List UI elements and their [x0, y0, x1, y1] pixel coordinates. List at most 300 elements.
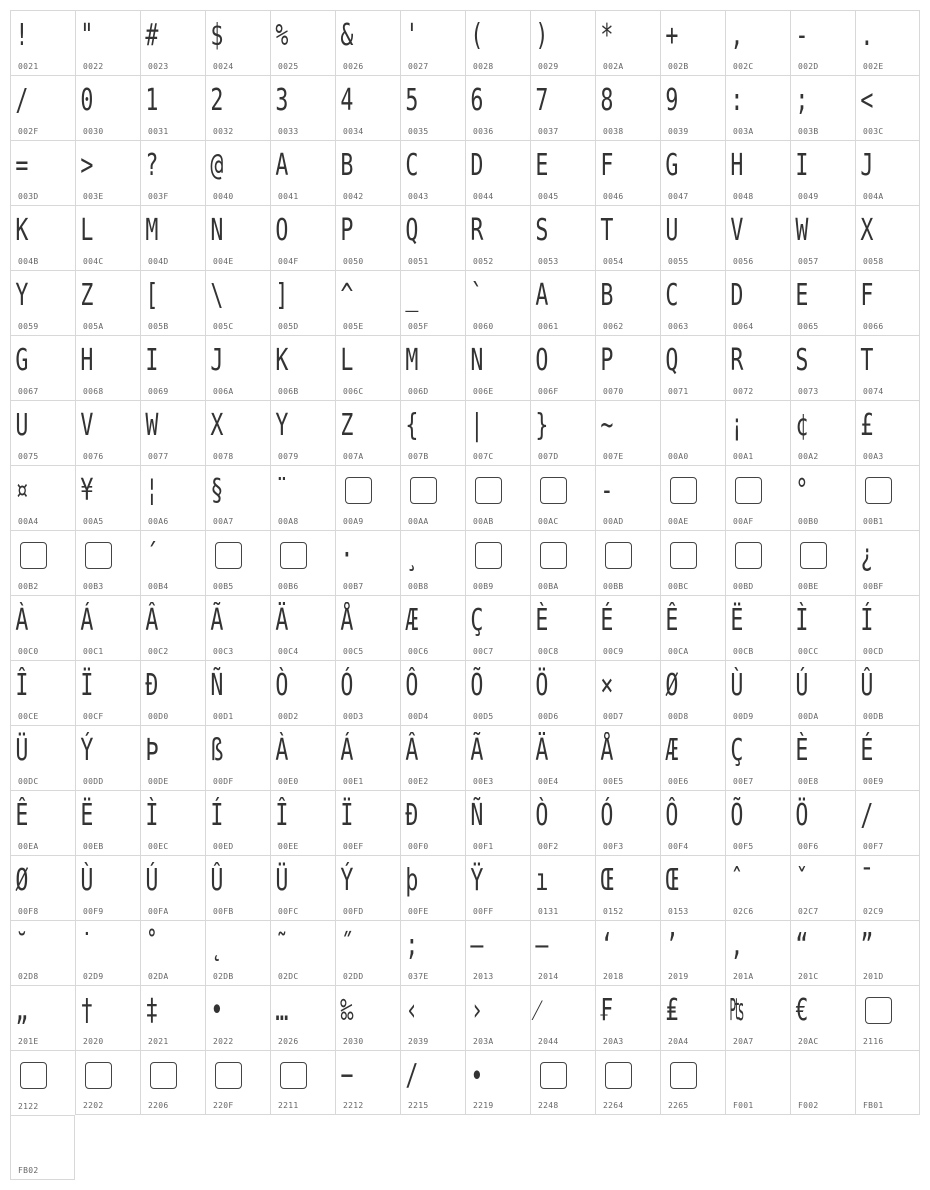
glyph-code-label: 0055	[668, 257, 689, 266]
glyph-code-label: 004A	[863, 192, 884, 201]
glyph-cell	[205, 270, 270, 335]
glyph-cell	[595, 1050, 660, 1115]
glyph-cell	[465, 465, 530, 530]
glyph-preview: {	[405, 408, 417, 443]
glyph-code-label: 005C	[213, 322, 234, 331]
glyph-code-label: 20A7	[733, 1037, 754, 1046]
glyph-code-label: 006F	[538, 387, 559, 396]
glyph-preview: Û	[860, 668, 872, 703]
glyph-cell	[335, 335, 400, 400]
glyph-cell	[75, 1050, 140, 1115]
glyph-cell	[270, 140, 335, 205]
glyph-preview: Ç	[730, 733, 742, 768]
glyph-preview: ¥	[80, 473, 92, 508]
glyph-preview: ]	[275, 278, 287, 313]
glyph-code-label: 00AA	[408, 517, 429, 526]
glyph-cell	[725, 985, 790, 1050]
glyph-code-label: 2013	[473, 972, 494, 981]
glyph-preview: Ö	[535, 668, 547, 703]
glyph-code-label: 00E8	[798, 777, 819, 786]
glyph-cell	[75, 920, 140, 985]
glyph-preview: )	[535, 18, 547, 53]
glyph-preview: -	[795, 18, 807, 53]
glyph-preview: Ð	[405, 798, 417, 833]
missing-glyph-box	[865, 477, 892, 504]
glyph-preview: Q	[405, 213, 417, 248]
glyph-preview: ¿	[860, 538, 872, 573]
glyph-code-label: 00DE	[148, 777, 169, 786]
glyph-code-label: 00DB	[863, 712, 884, 721]
glyph-code-label: 0062	[603, 322, 624, 331]
glyph-preview: L	[340, 343, 352, 378]
glyph-code-label: 0047	[668, 192, 689, 201]
glyph-preview: Ò	[275, 668, 287, 703]
glyph-preview: ¢	[795, 408, 807, 443]
glyph-cell	[205, 75, 270, 140]
glyph-code-label: 00E7	[733, 777, 754, 786]
glyph-cell	[855, 595, 920, 660]
glyph-code-label: 00E0	[278, 777, 299, 786]
glyph-preview: „	[15, 993, 27, 1028]
glyph-preview: ¦	[145, 473, 157, 508]
glyph-cell	[530, 530, 595, 595]
glyph-cell	[400, 660, 465, 725]
glyph-code-label: 002F	[18, 127, 39, 136]
glyph-cell	[660, 10, 725, 75]
glyph-cell	[855, 725, 920, 790]
glyph-preview: ‚	[730, 928, 742, 963]
glyph-code-label: 2018	[603, 972, 624, 981]
glyph-cell	[10, 985, 75, 1050]
glyph-code-label: 0045	[538, 192, 559, 201]
glyph-code-label: 02D9	[83, 972, 104, 981]
glyph-cell	[595, 660, 660, 725]
glyph-cell	[660, 1050, 725, 1115]
glyph-cell	[10, 530, 75, 595]
glyph-preview: Ø	[15, 863, 27, 898]
glyph-code-label: 00BE	[798, 582, 819, 591]
glyph-cell	[205, 660, 270, 725]
glyph-cell	[595, 400, 660, 465]
glyph-code-label: 005B	[148, 322, 169, 331]
glyph-cell	[725, 270, 790, 335]
missing-glyph-box	[670, 1062, 697, 1089]
glyph-code-label: 00B6	[278, 582, 299, 591]
glyph-cell	[725, 530, 790, 595]
glyph-code-label: 00C5	[343, 647, 364, 656]
glyph-cell	[790, 920, 855, 985]
glyph-code-label: 005F	[408, 322, 429, 331]
glyph-cell	[335, 400, 400, 465]
glyph-preview: @	[210, 148, 222, 183]
glyph-preview: Y	[275, 408, 287, 443]
glyph-preview: Q	[665, 343, 677, 378]
glyph-cell	[10, 75, 75, 140]
glyph-cell	[400, 530, 465, 595]
glyph-preview	[726, 1055, 772, 1097]
glyph-code-label: 002D	[798, 62, 819, 71]
glyph-preview: 5	[405, 83, 417, 118]
glyph-code-label: 00BD	[733, 582, 754, 591]
glyph-code-label: F002	[798, 1101, 819, 1110]
glyph-cell	[75, 855, 140, 920]
glyph-preview: [	[145, 278, 157, 313]
glyph-code-label: 00AE	[668, 517, 689, 526]
glyph-code-label: 0058	[863, 257, 884, 266]
glyph-code-label: 00B8	[408, 582, 429, 591]
glyph-cell	[465, 205, 530, 270]
glyph-preview: ¨	[275, 473, 287, 508]
glyph-code-label: 00F5	[733, 842, 754, 851]
glyph-code-label: 0029	[538, 62, 559, 71]
glyph-cell	[400, 465, 465, 530]
glyph-code-label: 00FB	[213, 907, 234, 916]
glyph-code-label: 2022	[213, 1037, 234, 1046]
glyph-preview: N	[210, 213, 222, 248]
glyph-cell	[855, 335, 920, 400]
glyph-cell	[790, 855, 855, 920]
glyph-cell	[10, 1115, 75, 1180]
glyph-preview: ´	[145, 538, 157, 573]
glyph-code-label: 0051	[408, 257, 429, 266]
glyph-preview: Õ	[470, 668, 482, 703]
glyph-preview: G	[15, 343, 27, 378]
glyph-code-label: 00CC	[798, 647, 819, 656]
glyph-preview: R	[470, 213, 482, 248]
glyph-cell	[10, 10, 75, 75]
glyph-code-label: 00D1	[213, 712, 234, 721]
glyph-cell	[530, 595, 595, 660]
glyph-cell	[790, 75, 855, 140]
glyph-code-label: 00CE	[18, 712, 39, 721]
glyph-cell	[335, 140, 400, 205]
glyph-cell	[790, 270, 855, 335]
glyph-cell	[465, 400, 530, 465]
glyph-code-label: FB02	[18, 1166, 39, 1175]
glyph-code-label: 0066	[863, 322, 884, 331]
glyph-preview: ∕	[405, 1058, 417, 1093]
glyph-cell	[10, 335, 75, 400]
glyph-cell	[75, 985, 140, 1050]
glyph-cell	[465, 855, 530, 920]
glyph-code-label: 004C	[83, 257, 104, 266]
glyph-code-label: 00B3	[83, 582, 104, 591]
glyph-preview: Y	[15, 278, 27, 313]
glyph-preview: ˚	[145, 928, 157, 963]
missing-glyph-box	[735, 477, 762, 504]
glyph-code-label: FB01	[863, 1101, 884, 1110]
glyph-code-label: 00B1	[863, 517, 884, 526]
glyph-preview: Ü	[15, 733, 27, 768]
glyph-code-label: 00C9	[603, 647, 624, 656]
glyph-cell	[725, 465, 790, 530]
glyph-cell	[855, 400, 920, 465]
glyph-preview: B	[600, 278, 612, 313]
glyph-cell	[205, 400, 270, 465]
glyph-preview: ˇ	[795, 863, 807, 898]
glyph-cell	[270, 725, 335, 790]
glyph-cell	[660, 270, 725, 335]
glyph-code-label: 00A4	[18, 517, 39, 526]
glyph-cell	[790, 335, 855, 400]
glyph-code-label: 0042	[343, 192, 364, 201]
glyph-preview: À	[15, 603, 27, 638]
glyph-cell	[270, 400, 335, 465]
glyph-code-label: 0043	[408, 192, 429, 201]
glyph-preview: ·	[340, 538, 352, 573]
glyph-code-label: 00D0	[148, 712, 169, 721]
glyph-code-label: 00FF	[473, 907, 494, 916]
glyph-code-label: 00A2	[798, 452, 819, 461]
glyph-cell	[140, 660, 205, 725]
glyph-preview: Œ	[665, 863, 677, 898]
glyph-preview: ”	[860, 928, 872, 963]
glyph-preview: ‘	[600, 928, 612, 963]
glyph-code-label: 00CD	[863, 647, 884, 656]
glyph-preview: ₤	[665, 993, 677, 1028]
glyph-code-label: 00DF	[213, 777, 234, 786]
missing-glyph-box	[540, 1062, 567, 1089]
glyph-cell	[400, 725, 465, 790]
glyph-preview: 6	[470, 83, 482, 118]
glyph-code-label: 02DC	[278, 972, 299, 981]
glyph-code-label: 0034	[343, 127, 364, 136]
glyph-preview: >	[80, 148, 92, 183]
glyph-preview: ˙	[80, 928, 92, 963]
glyph-code-label: 20A4	[668, 1037, 689, 1046]
glyph-code-label: 00B9	[473, 582, 494, 591]
glyph-preview: ˜	[275, 928, 287, 963]
glyph-preview: U	[665, 213, 677, 248]
glyph-code-label: 00DD	[83, 777, 104, 786]
glyph-cell	[335, 530, 400, 595]
glyph-code-label: 00C4	[278, 647, 299, 656]
glyph-code-label: 0067	[18, 387, 39, 396]
glyph-preview: J	[210, 343, 222, 378]
glyph-preview: H	[730, 148, 742, 183]
glyph-cell	[790, 595, 855, 660]
glyph-cell	[465, 270, 530, 335]
glyph-code-label: 003E	[83, 192, 104, 201]
glyph-cell	[400, 140, 465, 205]
glyph-cell	[660, 400, 725, 465]
glyph-code-label: 2122	[18, 1102, 39, 1111]
glyph-preview: !	[15, 18, 27, 53]
glyph-cell	[270, 1050, 335, 1115]
glyph-code-label: 00F4	[668, 842, 689, 851]
glyph-cell	[140, 400, 205, 465]
missing-glyph-box	[280, 1062, 307, 1089]
glyph-code-label: 2044	[538, 1037, 559, 1046]
glyph-preview: ^	[340, 278, 352, 313]
glyph-code-label: 00BB	[603, 582, 624, 591]
glyph-cell	[855, 855, 920, 920]
glyph-preview: Ü	[275, 863, 287, 898]
glyph-preview: D	[730, 278, 742, 313]
glyph-code-label: 0068	[83, 387, 104, 396]
glyph-cell	[335, 10, 400, 75]
glyph-preview: F	[860, 278, 872, 313]
glyph-preview: '	[405, 18, 417, 53]
glyph-cell	[205, 920, 270, 985]
missing-glyph-box	[605, 1062, 632, 1089]
glyph-preview: Þ	[145, 733, 157, 768]
glyph-cell	[10, 660, 75, 725]
glyph-preview: K	[15, 213, 27, 248]
glyph-preview: É	[860, 733, 872, 768]
glyph-cell	[725, 660, 790, 725]
missing-glyph-box	[410, 477, 437, 504]
glyph-code-label: 003D	[18, 192, 39, 201]
glyph-code-label: 0048	[733, 192, 754, 201]
glyph-cell	[595, 595, 660, 660]
glyph-cell	[530, 1050, 595, 1115]
glyph-code-label: 02DB	[213, 972, 234, 981]
glyph-cell	[400, 920, 465, 985]
glyph-cell	[660, 75, 725, 140]
glyph-code-label: 007C	[473, 452, 494, 461]
glyph-code-label: 004B	[18, 257, 39, 266]
missing-glyph-box	[475, 477, 502, 504]
glyph-preview: ₧	[730, 993, 742, 1028]
missing-glyph-box	[540, 542, 567, 569]
glyph-code-label: 0025	[278, 62, 299, 71]
glyph-code-label: 00E1	[343, 777, 364, 786]
glyph-cell	[75, 530, 140, 595]
glyph-preview: Ç	[470, 603, 482, 638]
glyph-cell	[400, 75, 465, 140]
glyph-code-label: 00B4	[148, 582, 169, 591]
glyph-preview: Ø	[665, 668, 677, 703]
glyph-code-label: 02C6	[733, 907, 754, 916]
glyph-code-label: 201D	[863, 972, 884, 981]
glyph-code-label: 00B7	[343, 582, 364, 591]
glyph-preview: C	[405, 148, 417, 183]
glyph-cell	[270, 465, 335, 530]
glyph-code-label: 00A5	[83, 517, 104, 526]
glyph-cell	[205, 595, 270, 660]
glyph-preview: |	[470, 408, 482, 443]
glyph-preview: ₣	[600, 993, 612, 1028]
glyph-cell	[400, 855, 465, 920]
glyph-code-label: 0075	[18, 452, 39, 461]
glyph-code-label: 203A	[473, 1037, 494, 1046]
glyph-cell	[205, 725, 270, 790]
glyph-cell	[530, 725, 595, 790]
missing-glyph-box	[865, 997, 892, 1024]
glyph-preview: W	[145, 408, 157, 443]
glyph-code-label: 2215	[408, 1101, 429, 1110]
glyph-code-label: 00C0	[18, 647, 39, 656]
glyph-cell	[595, 725, 660, 790]
glyph-cell	[400, 10, 465, 75]
missing-glyph-box	[85, 1062, 112, 1089]
glyph-code-label: 005D	[278, 322, 299, 331]
glyph-code-label: 00CB	[733, 647, 754, 656]
glyph-preview: B	[340, 148, 352, 183]
glyph-preview: I	[145, 343, 157, 378]
glyph-cell	[530, 790, 595, 855]
glyph-preview: W	[795, 213, 807, 248]
glyph-code-label: 00F1	[473, 842, 494, 851]
glyph-cell	[725, 335, 790, 400]
glyph-code-label: 00D5	[473, 712, 494, 721]
glyph-preview: Ä	[535, 733, 547, 768]
glyph-cell	[205, 985, 270, 1050]
glyph-preview: ˛	[210, 928, 222, 963]
glyph-cell	[725, 75, 790, 140]
glyph-cell	[400, 400, 465, 465]
glyph-cell	[400, 595, 465, 660]
glyph-cell	[790, 530, 855, 595]
glyph-code-label: 0057	[798, 257, 819, 266]
glyph-cell	[140, 140, 205, 205]
glyph-code-label: 00EA	[18, 842, 39, 851]
glyph-code-label: 02C9	[863, 907, 884, 916]
glyph-preview: Ì	[145, 798, 157, 833]
glyph-cell	[75, 660, 140, 725]
glyph-cell	[790, 205, 855, 270]
glyph-cell	[465, 660, 530, 725]
glyph-cell	[855, 205, 920, 270]
glyph-cell	[75, 270, 140, 335]
glyph-cell	[660, 530, 725, 595]
glyph-code-label: 006D	[408, 387, 429, 396]
glyph-cell	[790, 465, 855, 530]
glyph-code-label: 002C	[733, 62, 754, 71]
glyph-preview: “	[795, 928, 807, 963]
glyph-preview: Û	[210, 863, 222, 898]
glyph-cell	[75, 595, 140, 660]
glyph-cell	[465, 1050, 530, 1115]
glyph-code-label: 00D8	[668, 712, 689, 721]
glyph-preview: X	[210, 408, 222, 443]
glyph-cell	[790, 140, 855, 205]
glyph-code-label: 003B	[798, 127, 819, 136]
glyph-code-label: 0032	[213, 127, 234, 136]
glyph-cell	[465, 985, 530, 1050]
glyph-code-label: 2248	[538, 1101, 559, 1110]
glyph-preview: ∙	[470, 1058, 482, 1093]
glyph-code-label: 00F0	[408, 842, 429, 851]
glyph-cell	[270, 855, 335, 920]
glyph-code-label: 2202	[83, 1101, 104, 1110]
glyph-cell	[725, 790, 790, 855]
glyph-cell	[205, 1050, 270, 1115]
glyph-code-label: 0037	[538, 127, 559, 136]
glyph-preview: Z	[340, 408, 352, 443]
glyph-code-label: 00A3	[863, 452, 884, 461]
glyph-preview: Ò	[535, 798, 547, 833]
glyph-preview: $	[210, 18, 222, 53]
glyph-code-label: 007A	[343, 452, 364, 461]
glyph-preview: …	[275, 993, 287, 1028]
glyph-preview: ;	[795, 83, 807, 118]
glyph-preview: Î	[275, 798, 287, 833]
glyph-preview: Ö	[795, 798, 807, 833]
glyph-cell	[140, 985, 205, 1050]
glyph-code-label: 0030	[83, 127, 104, 136]
glyph-cell	[595, 270, 660, 335]
glyph-preview: ;	[405, 928, 417, 963]
glyph-preview: ,	[730, 18, 742, 53]
glyph-code-label: 2030	[343, 1037, 364, 1046]
glyph-code-label: 2264	[603, 1101, 624, 1110]
glyph-cell	[660, 595, 725, 660]
missing-glyph-box	[20, 1062, 47, 1089]
glyph-cell	[140, 205, 205, 270]
glyph-preview: O	[275, 213, 287, 248]
